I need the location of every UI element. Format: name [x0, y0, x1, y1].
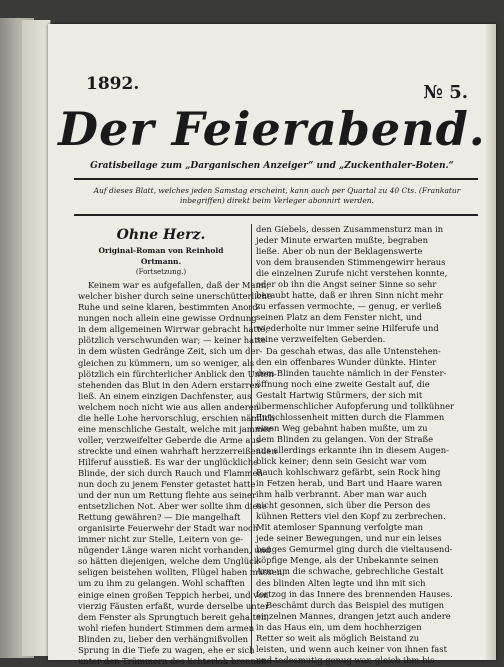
text-line: blick keiner; denn sein Gesicht war vom [256, 455, 427, 466]
text-line: jeder Minute erwarten mußte, begraben [256, 235, 429, 246]
text-line: wiederholte nur immer seine Hilferufe und [256, 323, 439, 334]
text-line: Gestalt Hartwig Stürmers, der sich mit [256, 389, 423, 400]
background-page-edge-inner [22, 20, 51, 656]
text-line: dem Blinden zu gelangen. Von der Straße [256, 433, 434, 444]
text-line: einen Weg gebahnt haben mußte, um zu [256, 422, 428, 433]
text-line: seine verzweifelten Geberden. [256, 334, 386, 345]
text-line: gleichen zu kümmern, um so weniger, als [78, 357, 255, 368]
text-line: ließ. An einem einzigen Dachfenster, aus [78, 390, 252, 401]
text-line: jede seiner Bewegungen, und nur ein leises [256, 533, 442, 544]
text-line: organisirte Feuerwehr der Stadt war noch [78, 523, 259, 534]
text-line: stehenden das Blut in den Adern erstarren [78, 379, 260, 390]
header-rule-bottom [74, 214, 478, 216]
text-line: plötzlich verschwunden war; — keiner hatte [78, 335, 266, 346]
text-line: Mit atemloser Spannung verfolgte man [256, 522, 424, 533]
text-line: übermenschlicher Aufopferung und tollkühner [256, 400, 455, 411]
text-line: voller, verzweifelter Geberde die Arme aus- [78, 434, 263, 445]
text-line: und der nun um Rettung flehte aus seiner [78, 490, 256, 501]
text-line: köpfige Menge, als der Unbekannte seinen [256, 555, 439, 566]
text-line: Rauch kohlschwarz gefärbt, sein Rock hing [256, 467, 441, 478]
text-line: Ruhe und seine klaren, bestimmten Anord- [78, 302, 261, 313]
text-line: wohl riefen hundert Stimmen dem armen [78, 622, 255, 633]
subscription-notice: Auf dieses Blatt, welches jeden Samstag erscheint, kann auch per Quartal zu 40 Cts. (Frankatur inbegriffen) direkt beim Verleger abonnirt werden. [93, 186, 461, 205]
text-line: in Fetzen herab, und Bart und Haare waren [256, 478, 443, 489]
text-line: aus allerdings erkannte ihn in diesem Augen- [256, 444, 449, 455]
story-title: Ohne Herz. [116, 227, 206, 243]
right-column-text [256, 224, 455, 666]
text-line: die einzelnen Zurufe nicht verstehen konnte, [256, 268, 448, 279]
issue-number: № 5. [423, 82, 468, 103]
text-line: den ein offenbares Wunder dünkte. Hinter [256, 356, 437, 367]
text-line: nügender Länge waren nicht vorhanden, und [78, 545, 271, 556]
text-line: Keinem war es aufgefallen, daß der Mann, [88, 280, 269, 291]
text-line: ihm halb verbrannt. Aber man war auch [256, 489, 427, 500]
text-line: oder ob ihn die Angst seiner Sinne so sehr [256, 279, 437, 290]
text-line: dem Blinden tauchte nämlich in der Fenster- [256, 367, 447, 378]
text-line: unter den Trümmern des lichterloh brennen- [78, 655, 270, 666]
text-line: Rettung gewähren? — Die mangelhaft [78, 512, 241, 523]
text-line: Hilferuf ausstieß. Es war der unglückliche [78, 456, 259, 467]
text-line: von dem brausenden Stimmengewirr heraus [256, 257, 446, 268]
text-line: Blinde, der sich durch Rauch und Flammen [78, 467, 263, 478]
newspaper-page [48, 24, 496, 666]
text-line: vierzig Fäusten erfaßt, wurde derselbe unter [78, 600, 270, 611]
text-line: einzelnen Mannes, drangen jetzt auch andere [256, 610, 451, 621]
issue-year: 1892. [86, 74, 140, 94]
text-line: und todesmutig genug war, gleich ihm bis [256, 654, 435, 665]
text-line: banges Gemurmel ging durch die vieltausend- [256, 544, 453, 555]
text-line: entsetzlichen Not. Aber wer sollte ihm diese [78, 501, 267, 512]
text-line: eine menschliche Gestalt, welche mit jammer- [78, 423, 275, 434]
text-line: ließe. Aber ob nun der Beklagenswerte [256, 246, 423, 257]
text-line: kühnen Retters viel den Kopf zu zerbrechen. [256, 511, 446, 522]
text-line: nicht gesonnen, sich über die Person des [256, 500, 431, 511]
masthead-title: Der Feierabend. [58, 102, 486, 156]
right-column [256, 224, 455, 665]
text-line: immer nicht zur Stelle, Leitern von ge- [78, 534, 244, 545]
text-line: Retter so weit als möglich Beistand zu [256, 632, 420, 643]
text-line: beraubt hatte, daß er ihren Sinn nicht mehr [256, 290, 444, 301]
text-line: des blinden Alten legte und ihn mit sich [256, 577, 426, 588]
masthead-subtitle: Gratisbeilage zum „Darganischen Anzeiger“ und „Zuckenthaler-Boten.“ [90, 161, 454, 171]
text-line: Da geschah etwas, das alle Untenstehen- [266, 345, 441, 356]
text-line: um zu ihm zu gelangen. Wohl schafften [78, 578, 245, 589]
text-line: Entschlossenheit mitten durch die Flammen [256, 411, 445, 422]
text-line: leisten, und wenn auch keiner von ihnen fast [256, 643, 447, 654]
text-line: zu erfassen vermochte, — genug, er verließ [256, 301, 442, 312]
text-line: nungen noch allein eine gewisse Ordnung [78, 313, 257, 324]
text-line: dem Fenster als Sprungtuch bereit gehalten, [78, 611, 270, 622]
left-column-text [78, 280, 285, 667]
text-line: Arm um die schwache, gebrechliche Gestalt [256, 566, 444, 577]
text-line: in dem wüsten Gedränge Zeit, sich um der- [78, 346, 263, 357]
text-line: welchem noch nicht wie aus allen anderen [78, 401, 260, 412]
text-line: welcher bisher durch seine unerschütterliche [78, 291, 272, 302]
text-line: die helle Lohe hervorschlug, erschien nämlich [78, 412, 275, 423]
header-rule-top [74, 178, 478, 180]
text-line: in dem allgemeinen Wirrwar gebracht hatte, [78, 324, 268, 335]
text-line: Sprung in die Tiefe zu wagen, ehe er sich [78, 644, 255, 655]
text-line: Blinden zu, lieber den verhängnißvollen [78, 633, 249, 644]
text-line: in das Haus ein, um dem hochherzigen [256, 621, 422, 632]
text-line: nun doch zu jenem Fenster getastet hatte [78, 479, 256, 490]
text-line: streckte und einen wahrhaft herzzerreißenden [78, 445, 277, 456]
text-line: Beschämt durch das Beispiel des mutigen [266, 599, 445, 610]
text-line: einige einen großen Teppich herbei, und von [78, 589, 269, 600]
text-line: plötzlich ein fürchterlicher Anblick den Unten- [78, 368, 277, 379]
story-continuation: (Fortsetzung.) [135, 268, 187, 277]
text-line: seinen Platz an dem Fenster nicht, und [256, 312, 423, 323]
text-line: fortzog in das Innere des brennenden Hauses. [256, 588, 453, 599]
text-line: öffnung noch eine zweite Gestalt auf, die [256, 378, 430, 389]
text-line: den Giebels, dessen Zusammensturz man in [256, 224, 444, 234]
story-byline: Original-Roman von Reinhold Ortmann. [98, 246, 224, 267]
text-line: so hätten diejenigen, welche dem Unglück- [78, 556, 262, 567]
left-column [78, 224, 285, 666]
text-line: seligen beistehen wollten, Flügel haben müssen, [78, 567, 285, 578]
